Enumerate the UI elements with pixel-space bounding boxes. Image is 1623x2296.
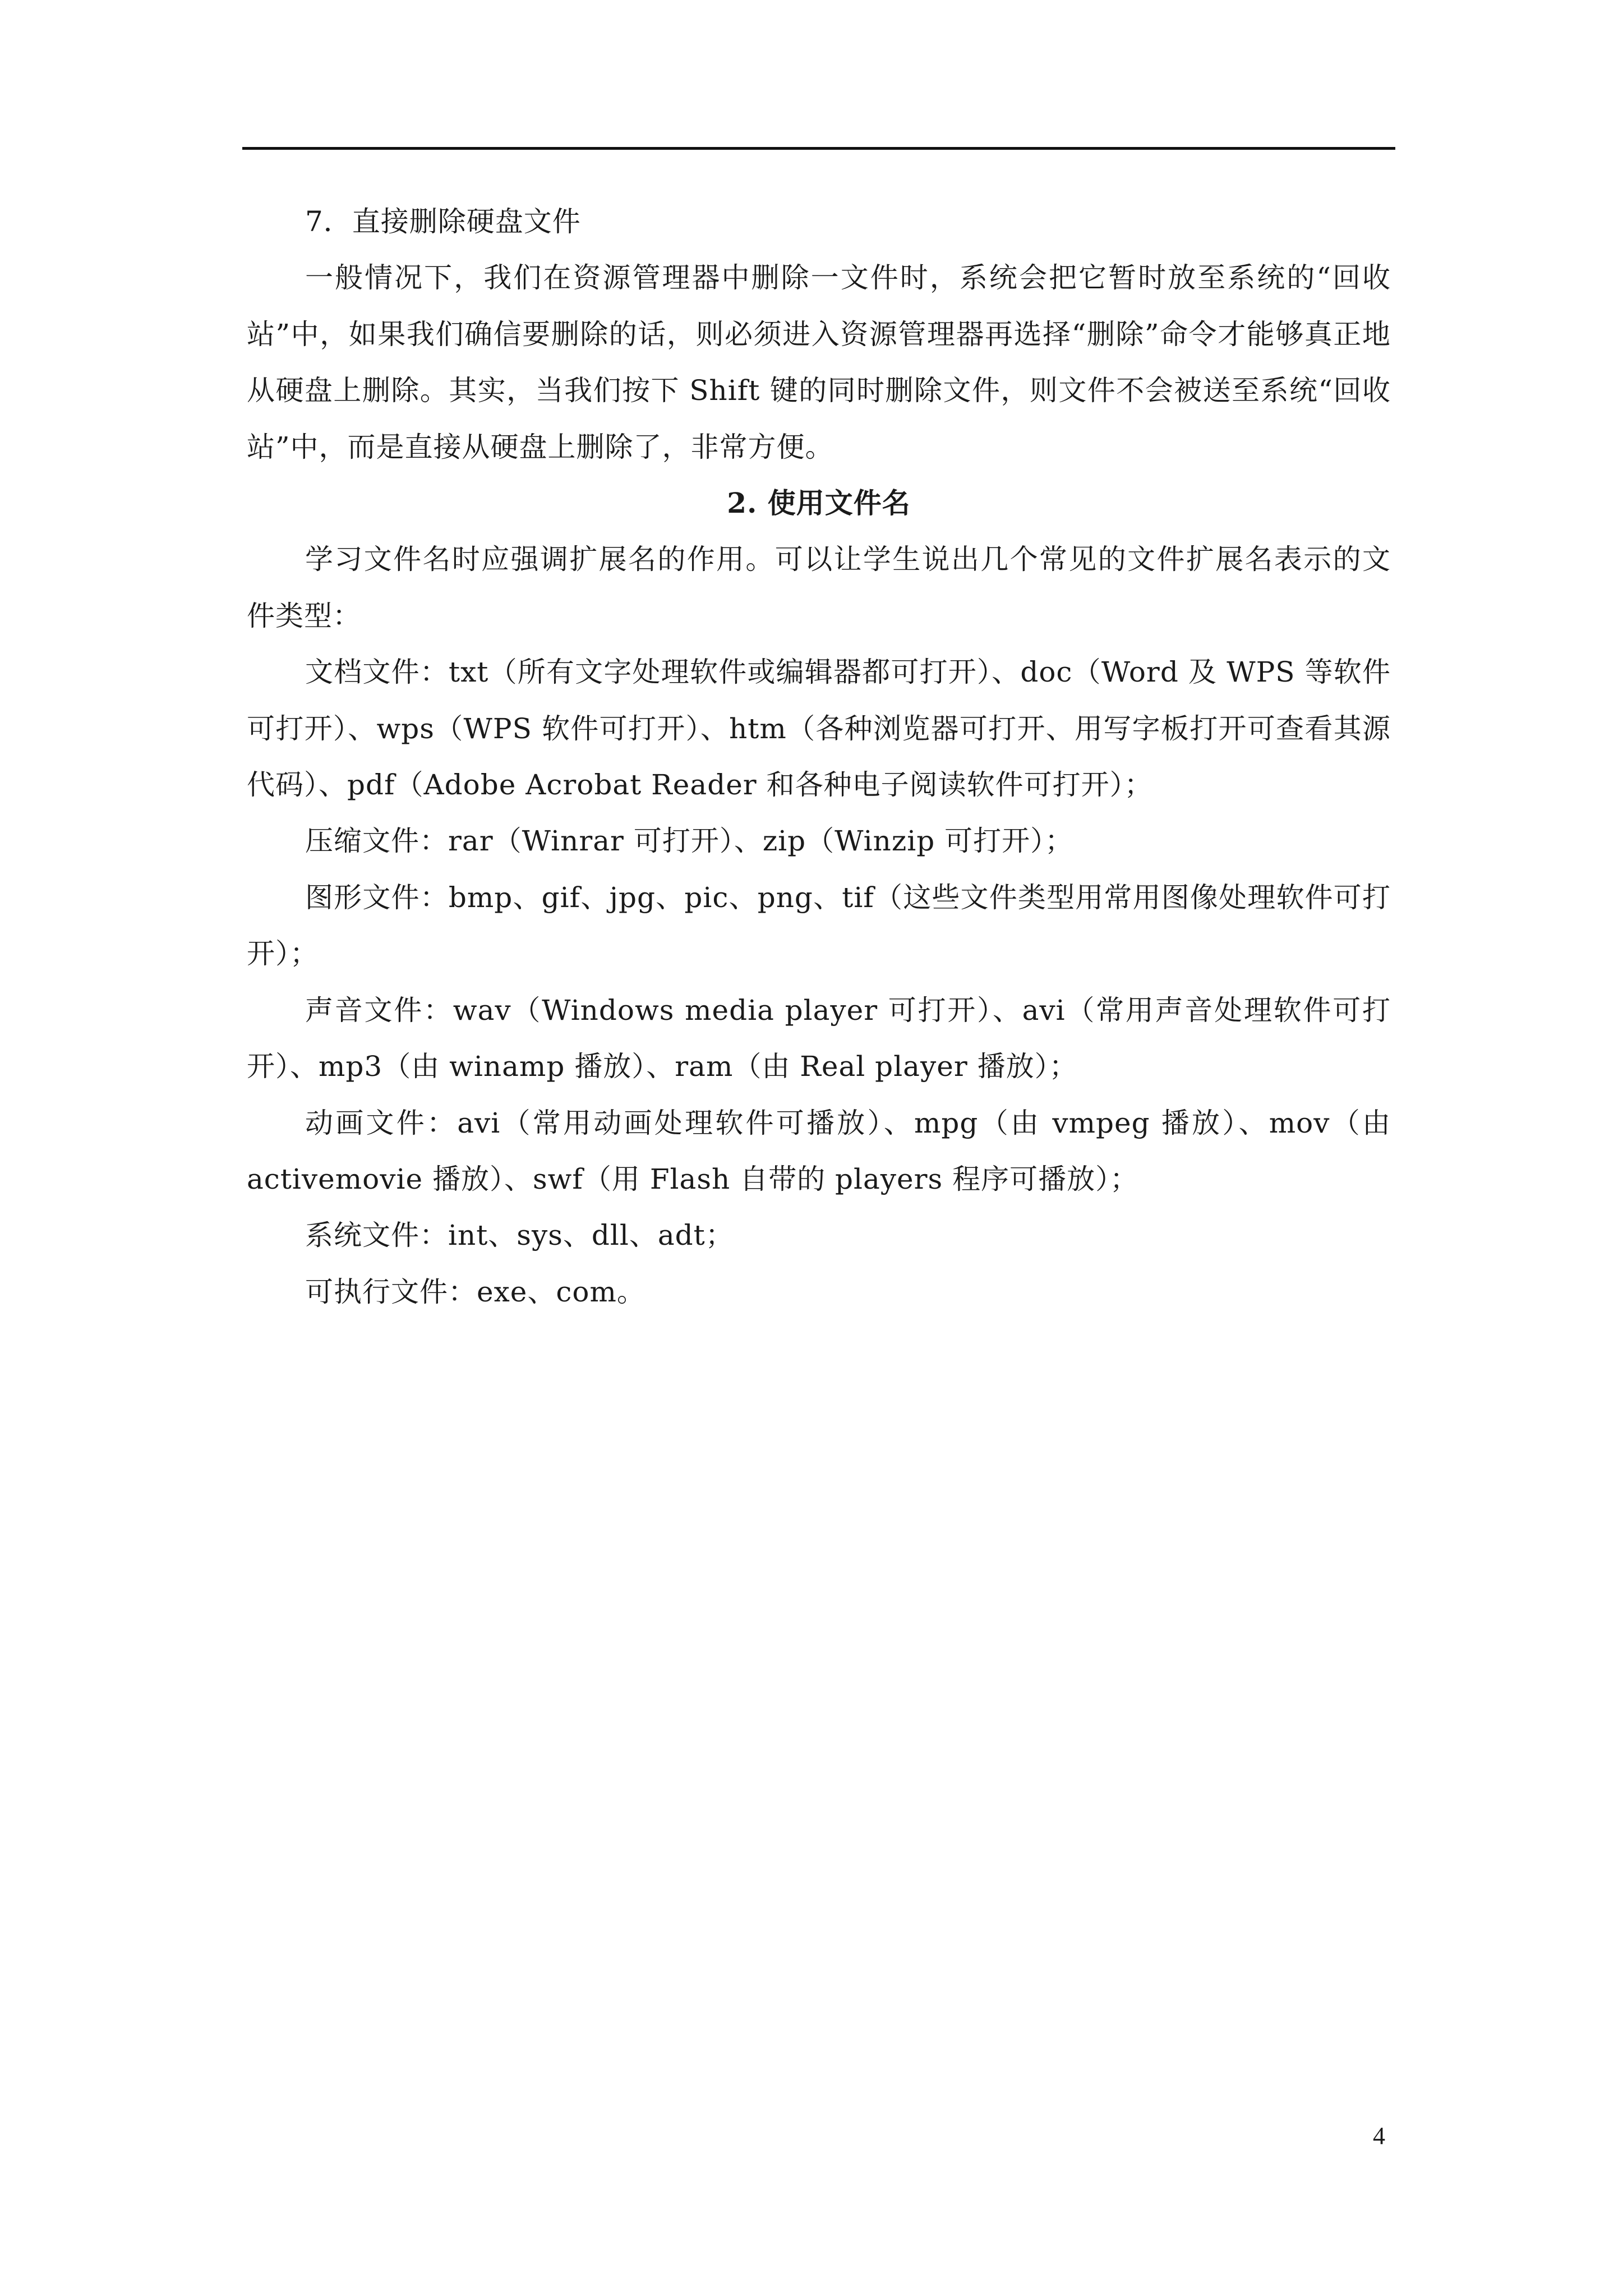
paragraph-compressed-files: 压缩文件：rar（Winrar 可打开）、zip（Winzip 可打开）； [305,825,1074,858]
paragraph-executable-files: 可执行文件：exe、com。 [305,1275,645,1308]
paragraph-document-files: 文档文件：txt（所有文字处理软件或编辑器都可打开）、doc（Word 及 WPS 等软件可打开）、wps（WPS 软件可打开）、htm（各种浏览器可打开、用写字板打开可查看其源代码）、pdf（Adobe Acrobat Reader 和各种电子阅读软件可打开）； [247,656,1391,802]
paragraph-audio-files: 声音文件：wav（Windows media player 可打开）、avi（常用声音处理软件可打开）、mp3（由 winamp 播放）、ram（由 Real player 播放）； [247,993,1391,1083]
paragraph-heading-delete-files: 7．直接删除硬盘文件 [305,205,581,238]
page-number: 4 [1373,2122,1385,2150]
header-rule [242,147,1395,150]
paragraph-system-files: 系统文件：int、sys、dll、adt； [305,1219,734,1252]
document-body [247,194,1391,1320]
paragraph-extension-intro: 学习文件名时应强调扩展名的作用。可以让学生说出几个常见的文件扩展名表示的文件类型： [247,543,1391,632]
section-title: 2. 使用文件名 [727,486,911,520]
paragraph-delete-explanation: 一般情况下，我们在资源管理器中删除一文件时，系统会把它暂时放至系统的“回收站”中，如果我们确信要删除的话，则必须进入资源管理器再选择“删除”命令才能够真正地从硬盘上删除。其实，当我们按下 Shift 键的同时删除文件，则文件不会被送至系统“回收站”中，而是直接从硬盘上删除了，非常方便。 [247,261,1391,463]
paragraph-animation-files: 动画文件：avi（常用动画处理软件可播放）、mpg（由 vmpeg 播放）、mov（由 activemovie 播放）、swf（用 Flash 自带的 players 程序可播放）； [247,1106,1391,1195]
paragraph-image-files: 图形文件：bmp、gif、jpg、pic、png、tif（这些文件类型用常用图像处理软件可打开）； [247,881,1391,970]
